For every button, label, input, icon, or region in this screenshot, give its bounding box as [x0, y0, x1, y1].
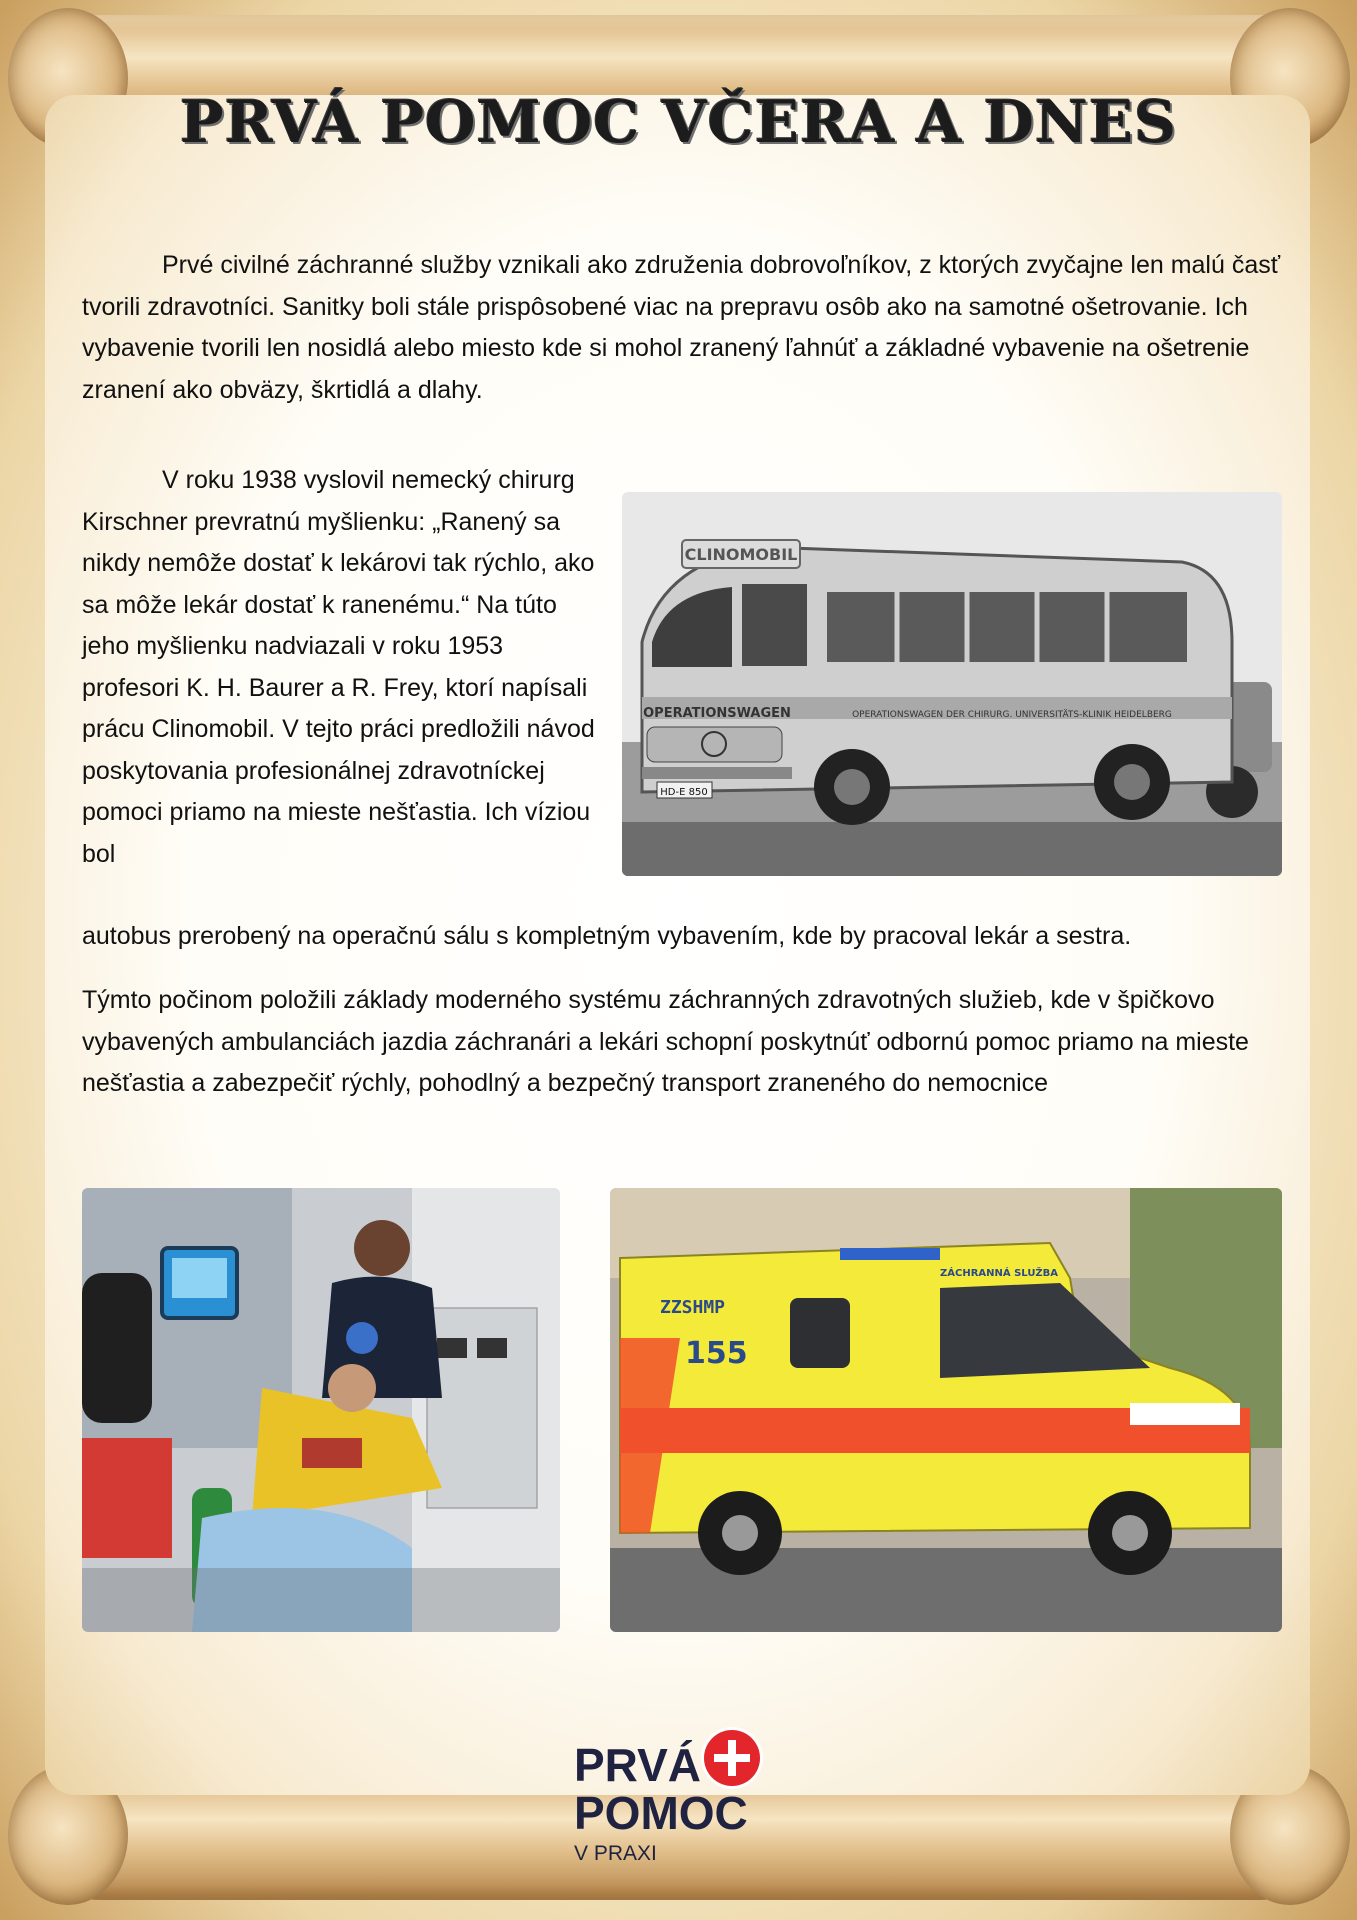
- bus-side-label-long: OPERATIONSWAGEN DER CHIRURG. UNIVERSITÄTS-KLINIK HEIDELBERG: [852, 710, 1172, 720]
- clinomobil-bus-photo: [622, 492, 1282, 876]
- ambulance-number: 155: [685, 1336, 748, 1371]
- paragraph-intro: [82, 245, 1282, 411]
- red-cross-icon: [704, 1730, 760, 1786]
- paragraph-modern-system: Týmto počinom položili základy moderného systému záchranných zdravotných služieb, kde v špičkovo vybavených ambulanciách jazdia záchranári a lekári schopní poskytnúť odbornú pomoc priamo na mieste nešťastia a zabezpečiť rýchly, pohodlný a bezpečný transport zraneného do nemocnice: [82, 986, 1249, 1097]
- paragraph-kirschner: [82, 460, 602, 875]
- logo-text-line2: POMOC: [574, 1787, 748, 1839]
- bus-roof-sign: CLINOMOBIL: [684, 545, 798, 564]
- prva-pomoc-logo: [574, 1738, 774, 1878]
- ambulance-org-label: ZZSHMP: [660, 1297, 726, 1318]
- ambulance-interior-photo: [82, 1188, 560, 1632]
- modern-ambulance-photo: [610, 1188, 1282, 1632]
- ambulance-roof-label: ZÁCHRANNÁ SLUŽBA: [940, 1268, 1059, 1279]
- bus-side-label: OPERATIONSWAGEN: [643, 706, 791, 721]
- paragraph-text: Prvé civilné záchranné služby vznikali ako združenia dobrovoľníkov, z ktorých zvyčajne len malú časť tvorili zdravotníci. Sanitky boli stále prispôsobené viac na prepravu osôb ako na samotné ošetrovanie. Ich vybavenie tvorili len nosidlá alebo miesto kde si mohol zranený ľahnúť a základné vybavenie na ošetrenie zranení ako obväzy, škrtidlá a dlahy.: [82, 251, 1281, 404]
- page-title: PRVÁ POMOC VČERA A DNES: [179, 88, 1178, 156]
- logo-text-line1: PRVÁ: [574, 1739, 701, 1791]
- paragraph-text: V roku 1938 vyslovil nemecký chirurg Kirschner prevratnú myšlienku: „Ranený sa nikdy nemôže dostať k lekárovi tak rýchlo, ako sa môže lekár dostať k ranenému.“ Na túto jeho myšlienku nadviazali v roku 1953 profesori K. H. Baurer a R. Frey, ktorí napísali prácu Clinomobil. V tejto práci predložili návod poskytovania profesionálnej zdravotníckej pomoci priamo na mieste nešťastia. Ich víziou bol: [82, 466, 595, 868]
- logo-text-line3: V PRAXI: [574, 1842, 657, 1865]
- bus-plate: HD-E 850: [660, 787, 708, 798]
- paragraph-kirschner-continued: autobus prerobený na operačnú sálu s kompletným vybavením, kde by pracoval lekár a sestra.: [82, 922, 1132, 950]
